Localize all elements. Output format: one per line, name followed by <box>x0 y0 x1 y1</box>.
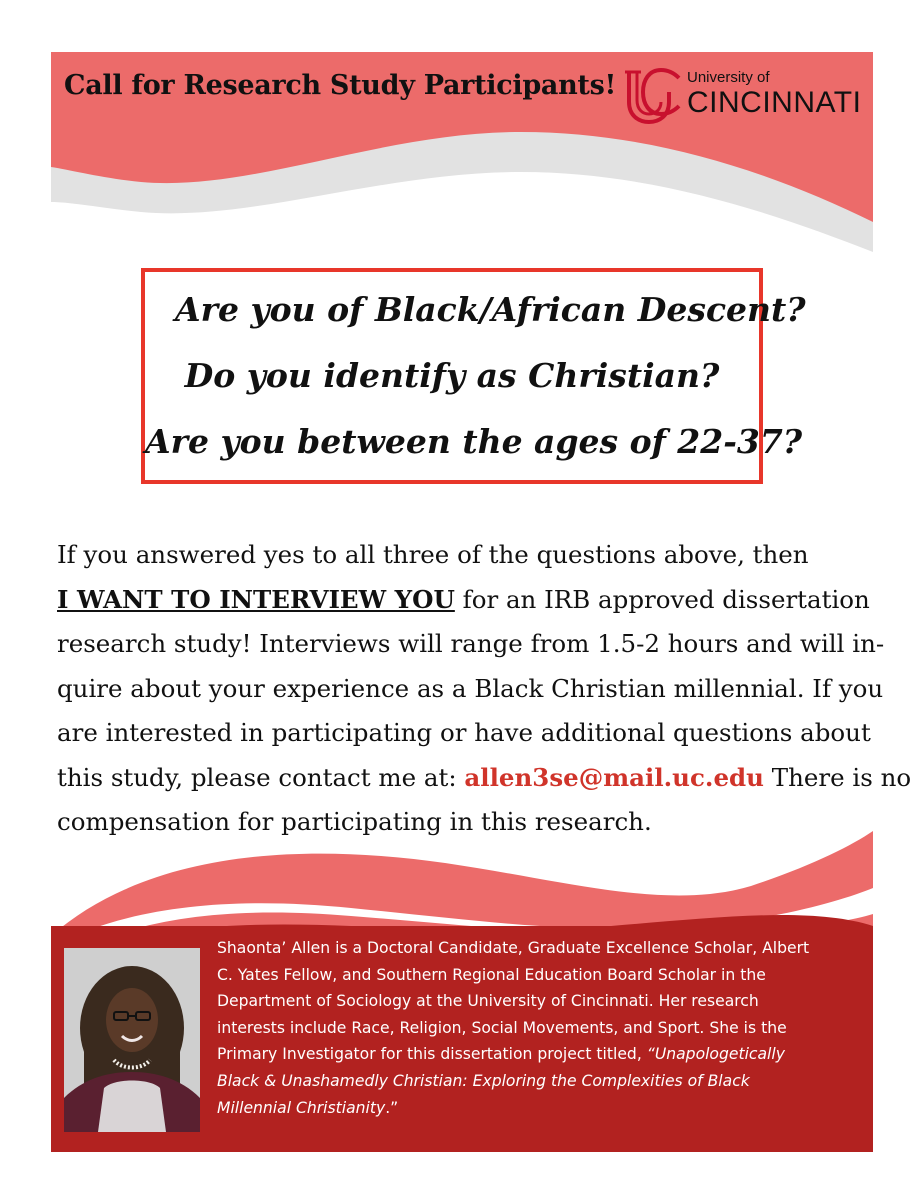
description-line-4: quire about your experience as a Black Christian millennial. If you <box>57 673 884 703</box>
description-line-2 <box>57 578 870 623</box>
investigator-photo <box>64 948 200 1132</box>
bio-line-1: Shaonta’ Allen is a Doctoral Candidate, Graduate Excellence Scholar, Albert <box>217 939 810 957</box>
header-title: Call for Research Study Participants! <box>64 70 617 101</box>
dissertation-title-part-2: Black & Unashamedly Christian: Exploring the Complexities of Black <box>217 1071 750 1090</box>
study-description <box>57 533 912 845</box>
logo-cincinnati: CINCINNATI <box>687 86 862 119</box>
bio-line-7 <box>217 1095 867 1122</box>
question-age: Are you between the ages of 22-37? <box>145 422 803 461</box>
description-line-5: are interested in participating or have additional questions about <box>57 718 871 747</box>
description-line-1: If you answered yes to all three of the questions above, then <box>57 540 809 569</box>
description-line-2-rest: for an IRB approved dissertation <box>454 584 870 614</box>
header-banner <box>51 52 873 252</box>
compensation-prefix: There is no <box>763 762 912 792</box>
university-logo <box>623 68 863 128</box>
description-line-7: compensation for participating in this research. <box>57 807 652 836</box>
bio-line-5 <box>217 1041 867 1068</box>
investigator-bio <box>217 935 867 1121</box>
eligibility-questions-box <box>141 268 806 484</box>
question-descent: Are you of Black/African Descent? <box>175 290 806 329</box>
contact-email-link[interactable]: allen3se@mail.uc.edu <box>464 762 764 792</box>
bio-line-2: C. Yates Fellow, and Southern Regional Education Board Scholar in the <box>217 965 766 984</box>
description-line-3: research study! Interviews will range from 1.5-2 hours and will in- <box>57 629 885 658</box>
logo-university-of: University of <box>687 69 770 86</box>
uc-monogram-icon <box>623 68 683 124</box>
question-christian: Do you identify as Christian? <box>184 356 720 395</box>
contact-prefix: this study, please contact me at: <box>57 762 465 792</box>
bio-line-3: Department of Sociology at the University of Cincinnati. Her research <box>217 992 759 1011</box>
bio-line-5-start: Primary Investigator for this dissertation project titled, <box>217 1045 647 1064</box>
interview-emphasis: I WANT TO INTERVIEW YOU <box>57 584 455 614</box>
description-line-6 <box>57 756 912 801</box>
bio-closing-quote: .” <box>385 1098 399 1117</box>
dissertation-title-part-1: “Unapologetically <box>646 1045 785 1064</box>
bio-line-4: interests include Race, Religion, Social Movements, and Sport. She is the <box>217 1018 787 1037</box>
dissertation-title-part-3: Millennial Christianity <box>217 1098 386 1117</box>
investigator-footer <box>51 826 873 1152</box>
